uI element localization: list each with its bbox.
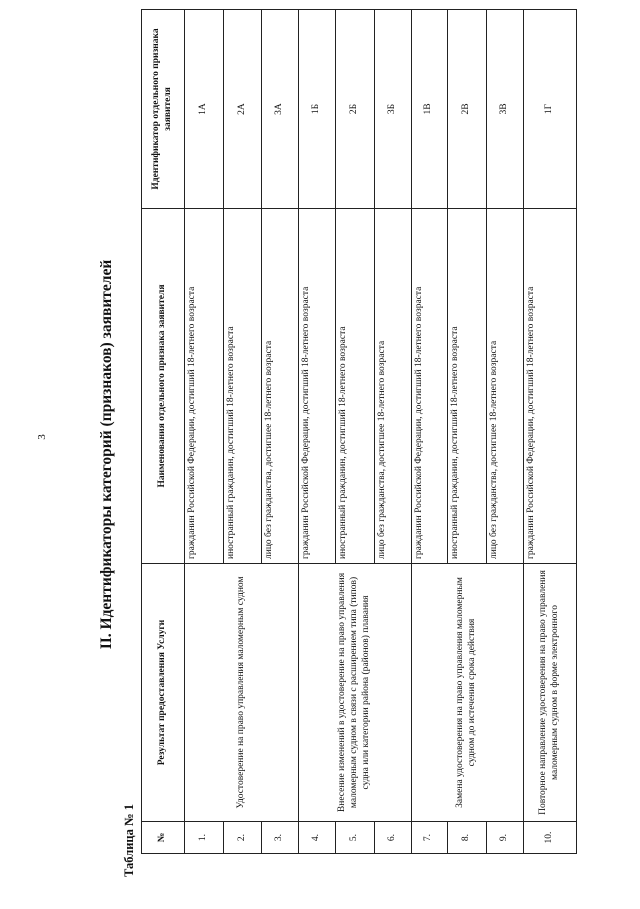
applicant-name: иностранный гражданин, достигший 18-летнего возраста xyxy=(335,209,374,564)
table-row xyxy=(523,10,576,854)
table-row xyxy=(299,10,336,854)
applicant-id: 3А xyxy=(262,10,299,209)
page-number: 3 xyxy=(36,434,48,440)
row-num: 10. xyxy=(523,822,576,854)
applicant-id: 1Г xyxy=(523,10,576,209)
result-cell: Замена удостоверения на право управления маломерным судном до истечения срока действия xyxy=(411,564,523,822)
applicant-name: гражданин Российской Федерации, достигший 18-летнего возраста xyxy=(523,209,576,564)
applicant-name: лицо без гражданства, достигшее 18-летнего возраста xyxy=(374,209,411,564)
applicant-id: 2Б xyxy=(335,10,374,209)
row-num: 6. xyxy=(374,822,411,854)
row-num: 5. xyxy=(335,822,374,854)
applicant-name: иностранный гражданин, достигший 18-летнего возраста xyxy=(223,209,262,564)
table-row xyxy=(411,10,448,854)
header-result: Результат предоставления Услуги xyxy=(142,564,185,822)
result-cell: Повторное направление удостоверения на право управления маломерным судном в форме электронного xyxy=(523,564,576,822)
applicant-id: 1В xyxy=(411,10,448,209)
applicant-id: 3В xyxy=(487,10,524,209)
applicant-name: иностранный гражданин, достигший 18-летнего возраста xyxy=(448,209,487,564)
applicant-categories-table xyxy=(141,9,577,854)
row-num: 8. xyxy=(448,822,487,854)
header-id: Идентификатор отдельного признака заявителя xyxy=(142,10,185,209)
header-name: Наименования отдельного признака заявителя xyxy=(142,209,185,564)
applicant-id: 2В xyxy=(448,10,487,209)
table-label: Таблица № 1 xyxy=(122,804,136,877)
table-row xyxy=(184,10,223,854)
applicant-name: лицо без гражданства, достигшее 18-летнего возраста xyxy=(262,209,299,564)
result-cell: Удостоверение на право управления маломерным судном xyxy=(184,564,298,822)
table-header-row xyxy=(142,10,185,854)
row-num: 1. xyxy=(184,822,223,854)
applicant-name: лицо без гражданства, достигшее 18-летнего возраста xyxy=(487,209,524,564)
applicant-name: гражданин Российской Федерации, достигший 18-летнего возраста xyxy=(184,209,223,564)
header-num: № xyxy=(142,822,185,854)
applicant-name: гражданин Российской Федерации, достигший 18-летнего возраста xyxy=(411,209,448,564)
result-cell: Внесение изменений в удостоверение на право управления маломерным судном в связи с расширением типа (типов) судна или категории района (районов) плавания xyxy=(299,564,411,822)
applicant-id: 1А xyxy=(184,10,223,209)
applicant-name: гражданин Российской Федерации, достигший 18-летнего возраста xyxy=(299,209,336,564)
applicant-id: 1Б xyxy=(299,10,336,209)
section-title: II. Идентификаторы категорий (признаков) заявителей xyxy=(98,259,115,650)
applicant-id: 3Б xyxy=(374,10,411,209)
row-num: 2. xyxy=(223,822,262,854)
row-num: 9. xyxy=(487,822,524,854)
applicant-id: 2А xyxy=(223,10,262,209)
row-num: 7. xyxy=(411,822,448,854)
row-num: 3. xyxy=(262,822,299,854)
row-num: 4. xyxy=(299,822,336,854)
